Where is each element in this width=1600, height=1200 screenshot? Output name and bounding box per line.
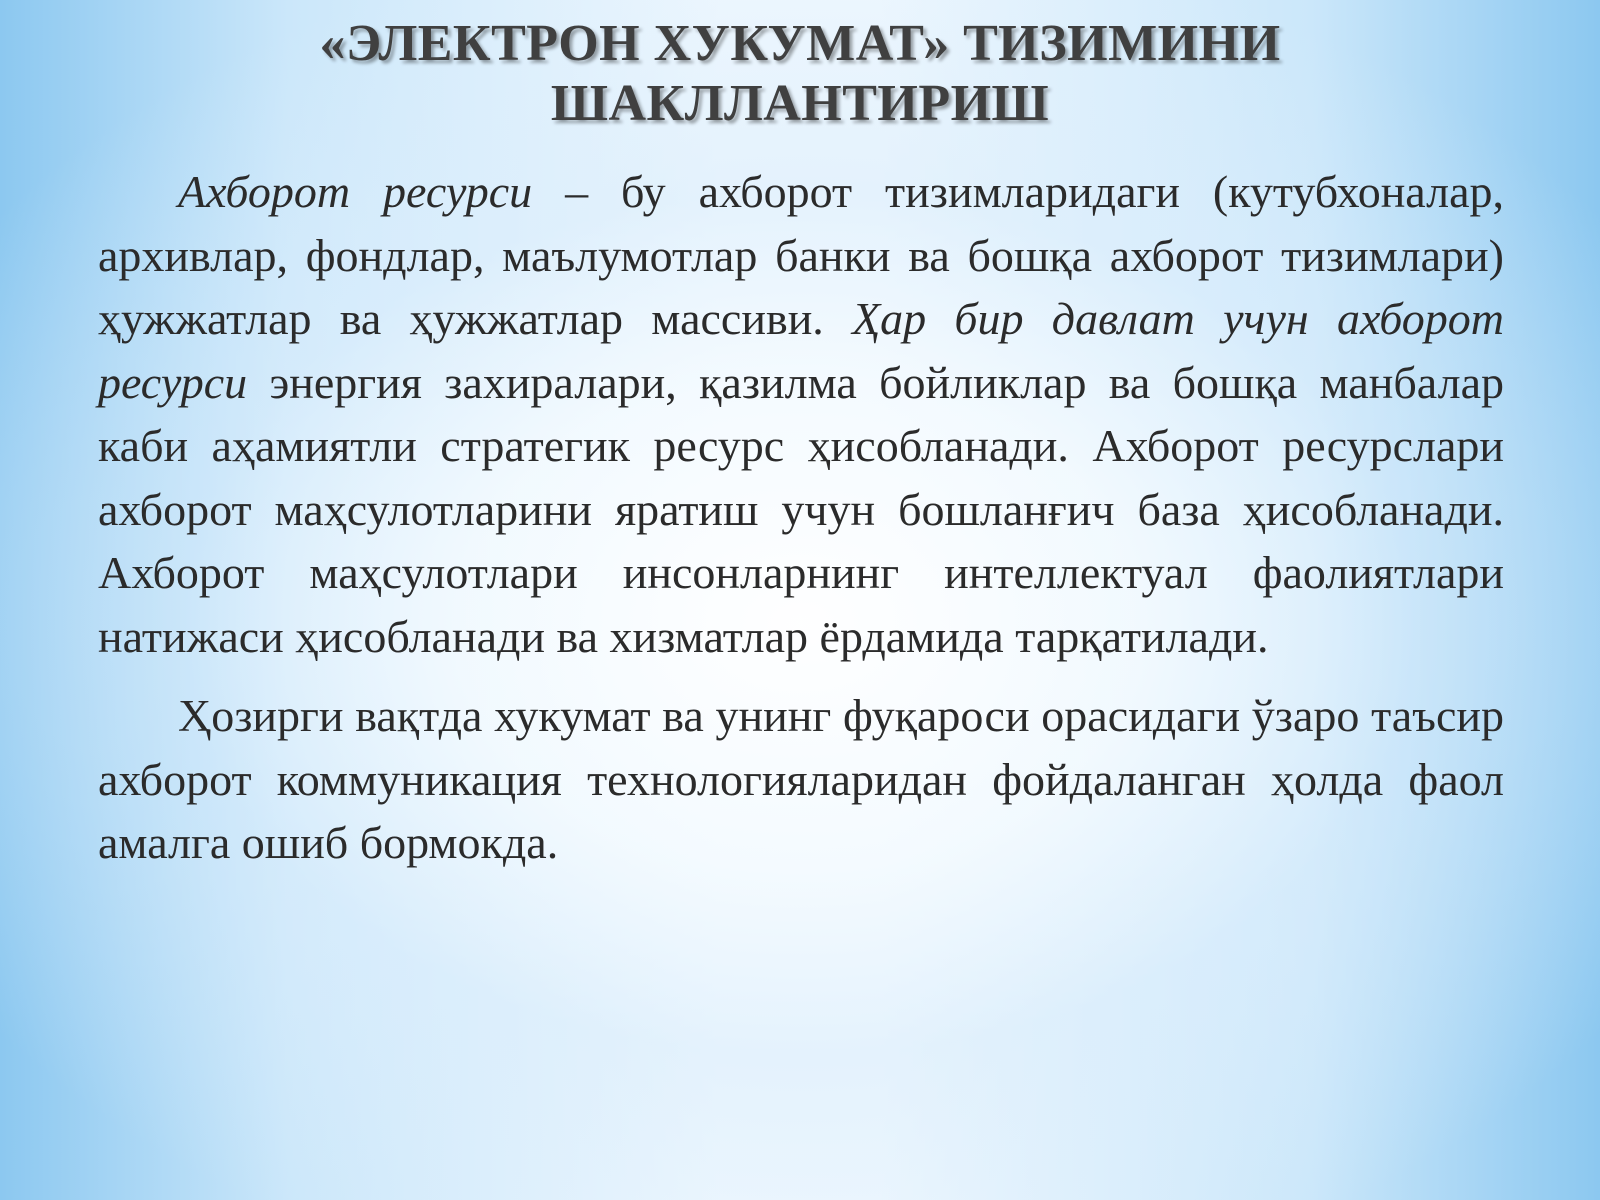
slide-title-line-2: ШАКЛЛАНТИРИШ xyxy=(550,75,1050,132)
term-information-resource: Ахборот ресурси xyxy=(178,166,533,217)
slide-title-line-1: «ЭЛЕКТРОН ХУКУМАТ» ТИЗИМИНИ xyxy=(319,15,1281,72)
slide-body xyxy=(98,160,1504,875)
paragraph-rest-text: энергия захиралари, қазилма бойликлар ва бошқа манбалар каби аҳамиятли стратегик ресурс ҳисобланади. Ахборот ресурслари ахборот маҳсулотларини яратиш учун бошланғич база ҳисобланади. Ахборот маҳсулотлари инсонларнинг интеллектуал фаолиятлари натижаси ҳисобланади ва хизматлар ёрдамида тарқатилади. xyxy=(98,356,1504,662)
slide-title xyxy=(100,14,1500,134)
definition-text: – бу ахборот тизимларидаги (кутубхоналар, архивлар, фондлар, маълумотлар банки ва бошқа ахборот тизимлари) ҳужжатлар ва ҳужжатлар массиви. xyxy=(98,166,1505,344)
paragraph-information-resource xyxy=(98,160,1504,668)
paragraph-government-interaction: Ҳозирги вақтда хукумат ва унинг фуқароси орасидаги ўзаро таъсир ахборот коммуникация технологияларидан фойдаланган ҳолда фаол амалга ошиб бормокда. xyxy=(98,690,1504,868)
emphasis-text: Ҳар бир давлат учун ахборот ресурси xyxy=(98,293,1504,408)
